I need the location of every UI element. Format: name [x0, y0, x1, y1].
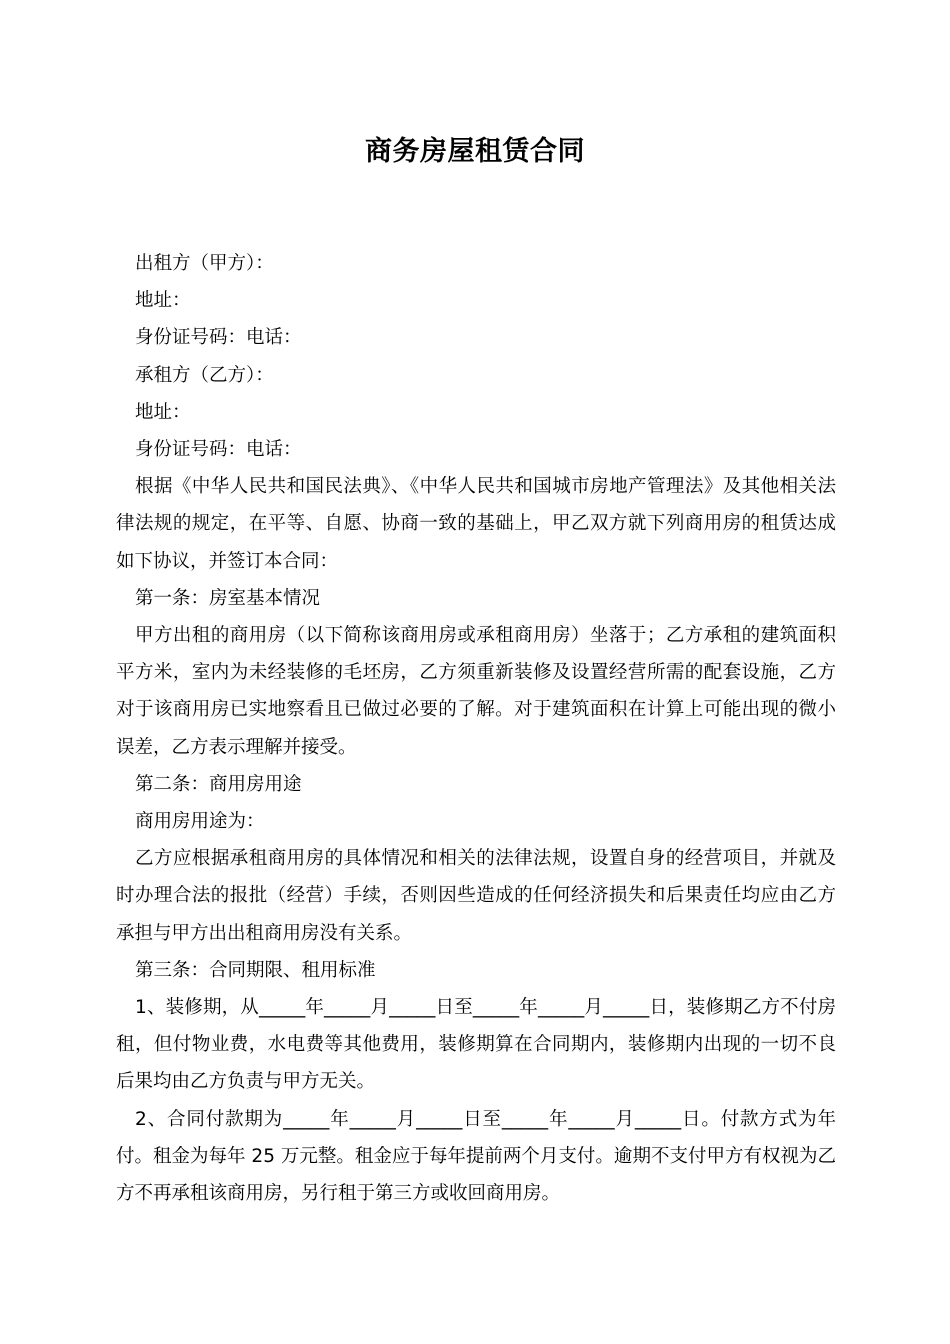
document-title: 商务房屋租赁合同: [365, 136, 585, 167]
lessor-address-line: 地址：: [135, 290, 191, 312]
lessee-id-phone-line: 身份证号码：电话：: [135, 439, 302, 461]
article-3-item-1: 1、装修期，从_____年_____月_____日至_____年_____月_____日，装修期乙方不付房租，但付物业费，水电费等其他费用，装修期算在合同期内，装修期内出现的一切不良后果均由乙方负责与甲方无关。: [116, 997, 836, 1093]
lessor-line: 出租方（甲方）：: [135, 253, 274, 274]
preamble-paragraph: 根据《中华人民共和国民法典》、《中华人民共和国城市房地产管理法》及其他相关法律法规的规定，在平等、自愿、协商一致的基础上，甲乙双方就下列商用房的租赁达成如下协议，并签订本合同：: [116, 476, 836, 572]
article-2-heading: 第二条：商用房用途: [135, 773, 302, 795]
article-2-body: 乙方应根据承租商用房的具体情况和相关的法律法规，设置自身的经营项目，并就及时办理合法的报批（经营）手续，否则因些造成的任何经济损失和后果责任均应由乙方承担与甲方出出租商用房没有关系。: [116, 848, 836, 944]
article-3-heading: 第三条：合同期限、租用标准: [135, 959, 376, 981]
article-3-item-2: 2、合同付款期为_____年_____月_____日至_____年_____月_____日。付款方式为年付。租金为每年 25 万元整。租金应于每年提前两个月支付。逾期不支付甲方有权视为乙方不再承租该商用房，另行租于第三方或收回商用房。: [116, 1108, 836, 1205]
article-1-heading: 第一条：房室基本情况: [135, 587, 321, 609]
lessor-id-phone-line: 身份证号码：电话：: [135, 327, 302, 349]
document-body: [116, 245, 836, 1212]
lessee-address-line: 地址：: [135, 401, 191, 423]
article-1-body: 甲方出租的商用房（以下简称该商用房或承租商用房）坐落于；乙方承租的建筑面积平方米，室内为未经装修的毛坯房，乙方须重新装修及设置经营所需的配套设施，乙方对于该商用房已实地察看且已做过必要的了解。对于建筑面积在计算上可能出现的微小误差，乙方表示理解并接受。: [116, 625, 836, 758]
article-2-usage-line: 商用房用途为：: [135, 811, 265, 833]
lessee-line: 承租方（乙方）：: [135, 364, 274, 386]
